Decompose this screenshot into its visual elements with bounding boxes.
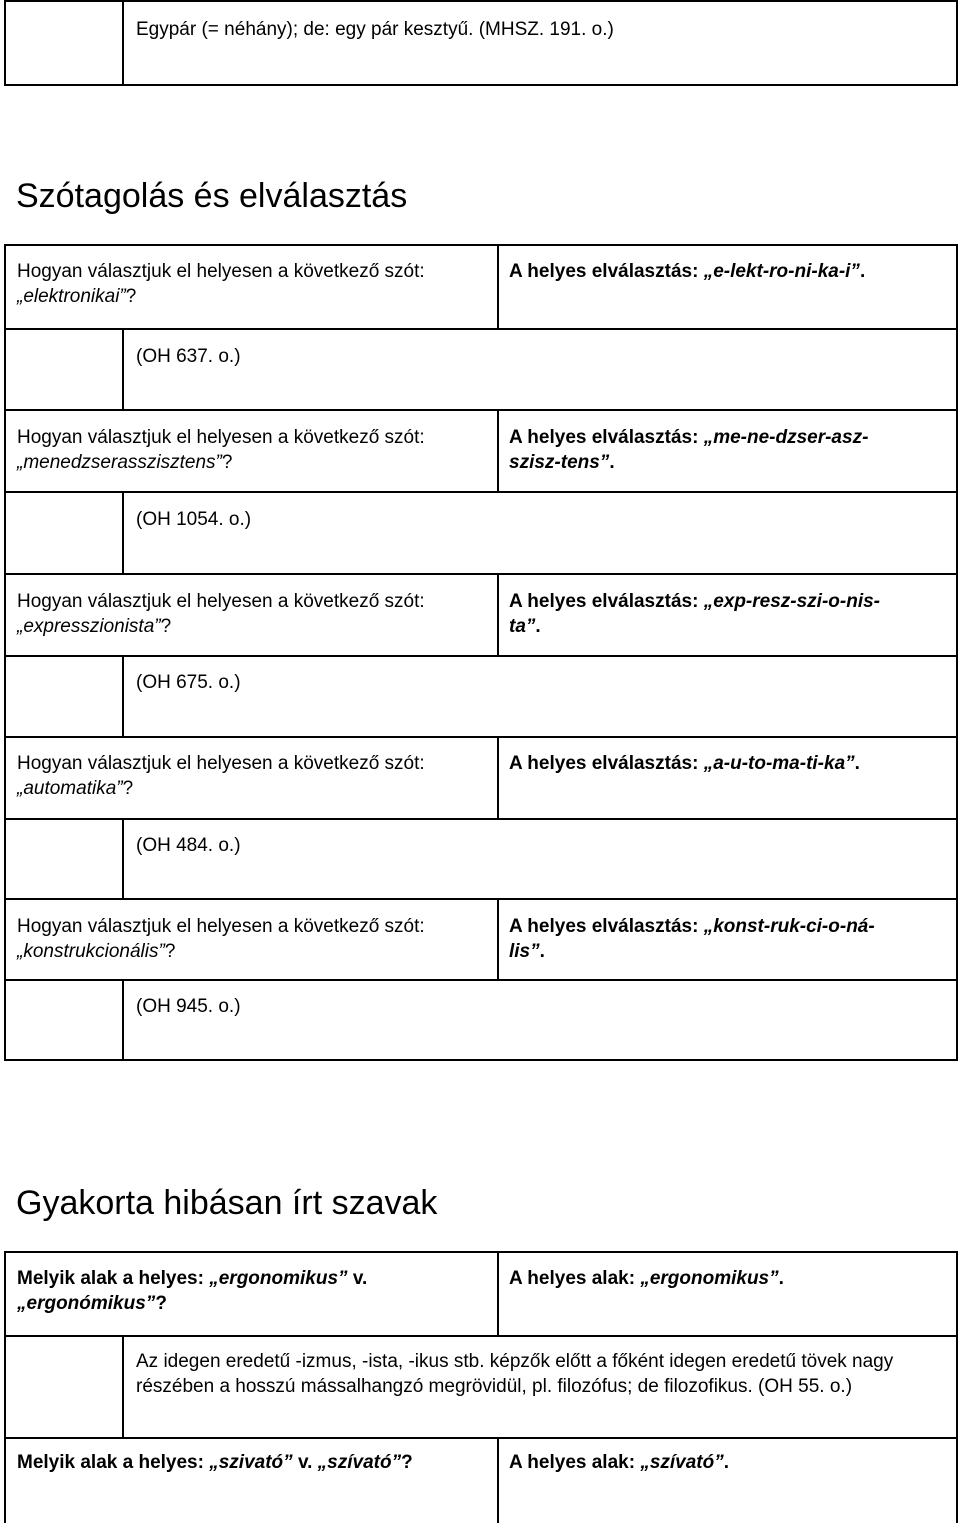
section-title-syllabification: Szótagolás és elválasztás bbox=[16, 177, 408, 215]
question-ergonomikus: Melyik alak a helyes: „ergonomikus” v. „ergonómikus”? bbox=[17, 1268, 368, 1314]
question-expresszionista: Hogyan választjuk el helyesen a következő szót: „expresszionista”? bbox=[17, 591, 425, 637]
question-menedzserasszisztens: Hogyan választjuk el helyesen a következő szót: „menedzserasszisztens”? bbox=[17, 427, 425, 473]
reference-menedzserasszisztens: (OH 1054. o.) bbox=[136, 509, 252, 530]
reference-expresszionista: (OH 675. o.) bbox=[136, 672, 241, 693]
note-izmus-ista-ikus: Az idegen eredetű -izmus, -ista, -ikus stb. képzők előtt a főként idegen eredetű tövek nagy részében a hosszú mássalhangzó megrövidül, pl. filozófus; de filozofikus. (OH 55. o.) bbox=[136, 1351, 894, 1397]
section-title-misspelled-words: Gyakorta hibásan írt szavak bbox=[16, 1184, 438, 1222]
answer-menedzserasszisztens: A helyes elválasztás: „me-ne-dzser-asz- szisz-tens”. bbox=[509, 427, 869, 473]
reference-elektronikai: (OH 637. o.) bbox=[136, 346, 241, 367]
top-note: Egypár (= néhány); de: egy pár kesztyű. (MHSZ. 191. o.) bbox=[136, 19, 614, 40]
answer-ergonomikus: A helyes alak: „ergonomikus”. bbox=[509, 1268, 784, 1289]
question-szivato: Melyik alak a helyes: „szivató” v. „szívató”? bbox=[17, 1452, 413, 1473]
answer-elektronikai: A helyes elválasztás: „e-lekt-ro-ni-ka-i”. bbox=[509, 261, 866, 282]
reference-konstrukcionalis: (OH 945. o.) bbox=[136, 996, 241, 1017]
answer-konstrukcionalis: A helyes elválasztás: „konst-ruk-ci-o-ná- lis”. bbox=[509, 916, 875, 962]
question-elektronikai: Hogyan választjuk el helyesen a következő szót: „elektronikai”? bbox=[17, 261, 425, 307]
reference-automatika: (OH 484. o.) bbox=[136, 835, 241, 856]
answer-szivato: A helyes alak: „szívató”. bbox=[509, 1452, 730, 1473]
answer-expresszionista: A helyes elválasztás: „exp-resz-szi-o-nis- ta”. bbox=[509, 591, 880, 637]
question-automatika: Hogyan választjuk el helyesen a következő szót: „automatika”? bbox=[17, 753, 425, 799]
question-konstrukcionalis: Hogyan választjuk el helyesen a következő szót: „konstrukcionális”? bbox=[17, 916, 425, 962]
answer-automatika: A helyes elválasztás: „a-u-to-ma-ti-ka”. bbox=[509, 753, 860, 774]
